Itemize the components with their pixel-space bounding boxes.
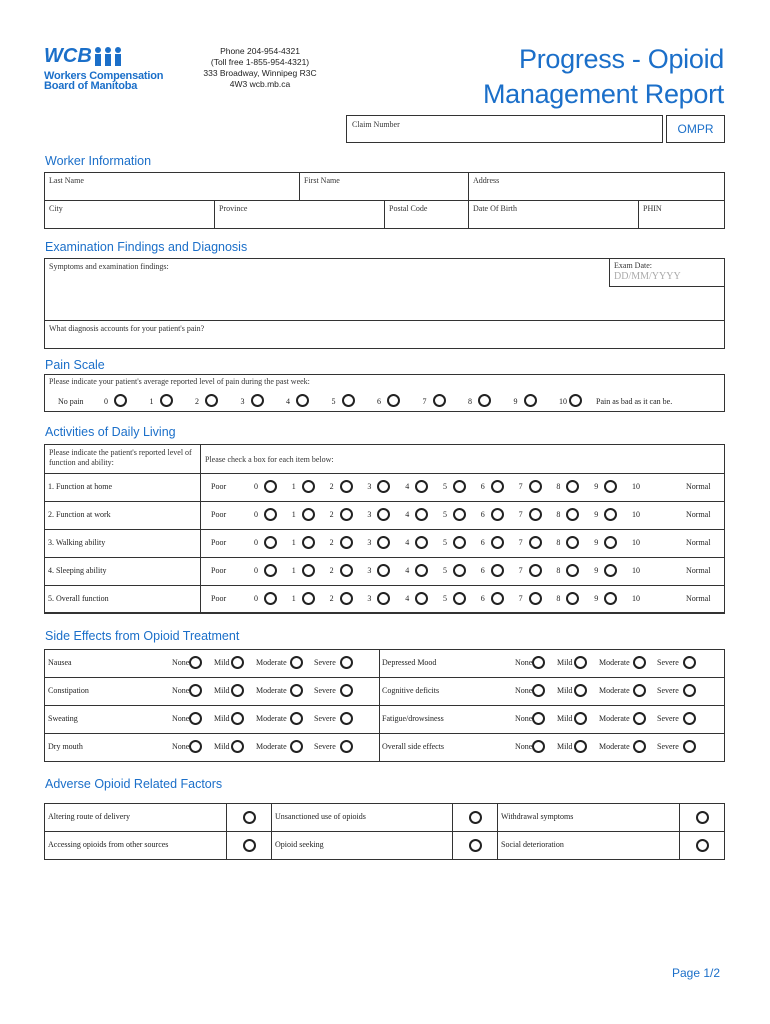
exam-date-placeholder: DD/MM/YYYY	[614, 271, 681, 282]
adl-level-radio[interactable]	[340, 564, 353, 577]
adl-level-label: 1	[291, 510, 296, 519]
claim-number-label: Claim Number	[352, 120, 400, 129]
adl-normal-label: Normal	[686, 566, 711, 575]
side-effect-left-label: Sweating	[48, 714, 78, 723]
adl-level-radio[interactable]	[453, 564, 466, 577]
adl-item-label: 5. Overall function	[48, 594, 109, 603]
wcb-logo-mark	[44, 44, 124, 66]
adl-level-label: 10	[632, 594, 640, 603]
adl-level-radio[interactable]	[302, 592, 315, 605]
side-effect-right-level-radio[interactable]	[683, 712, 696, 725]
adl-level-label: 3	[367, 566, 372, 575]
side-effect-left-level-label: Severe	[314, 714, 336, 723]
adl-level-label: 5	[443, 510, 447, 519]
pain-level-radio[interactable]	[205, 394, 218, 407]
adl-level-label: 10	[632, 566, 640, 575]
address-line1: 333 Broadway, Winnipeg R3C	[203, 68, 317, 78]
side-effects-heading: Side Effects from Opioid Treatment	[45, 629, 240, 643]
org-name-line2: Board of Manitoba	[44, 80, 138, 92]
adl-level-label: 7	[518, 538, 523, 547]
side-effect-right-level-radio[interactable]	[683, 740, 696, 753]
symptoms-label: Symptoms and examination findings:	[49, 262, 169, 271]
side-effect-left-label: Nausea	[48, 658, 72, 667]
side-effect-right-level-label: None	[515, 686, 533, 695]
dob-label: Date Of Birth	[473, 204, 517, 213]
adl-instruction-cell	[44, 444, 201, 474]
side-effect-left-level-label: None	[172, 742, 190, 751]
worst-pain-label: Pain as bad as it can be.	[596, 397, 673, 406]
pain-level-label: 3	[240, 397, 245, 406]
adl-level-label: 5	[443, 482, 447, 491]
adl-level-label: 6	[480, 482, 485, 491]
adverse-heading: Adverse Opioid Related Factors	[45, 777, 223, 791]
adl-level-radio[interactable]	[340, 536, 353, 549]
adl-level-radio[interactable]	[453, 592, 466, 605]
pain-level-radio[interactable]	[569, 394, 582, 407]
adl-level-label: 8	[556, 538, 561, 547]
adl-level-label: 4	[405, 594, 410, 603]
title-line2: Management Report	[482, 79, 724, 109]
adverse-item-label: Withdrawal symptoms	[501, 812, 574, 821]
pain-level-label: 8	[468, 397, 472, 406]
adl-level-label: 2	[329, 482, 334, 491]
side-effect-right-level-label: None	[515, 658, 533, 667]
adl-level-label: 5	[443, 594, 447, 603]
adl-level-label: 8	[556, 566, 561, 575]
side-effect-right-level-radio[interactable]	[683, 684, 696, 697]
address-label: Address	[473, 176, 500, 185]
adl-level-label: 4	[405, 566, 410, 575]
adl-item-label: 4. Sleeping ability	[48, 566, 107, 575]
adl-level-label: 10	[632, 482, 640, 491]
side-effect-right-level-label: Mild	[557, 686, 573, 695]
adl-level-label: 9	[594, 510, 599, 519]
side-effect-left-level-label: Moderate	[256, 686, 287, 695]
logo-letters: WCB	[44, 45, 92, 66]
side-effect-left-level-label: Severe	[314, 658, 336, 667]
side-effect-left-level-label: Mild	[214, 686, 230, 695]
adl-normal-label: Normal	[686, 482, 711, 491]
pain-level-radio[interactable]	[524, 394, 537, 407]
adl-level-label: 2	[329, 594, 334, 603]
contact-info	[190, 46, 330, 90]
adl-level-label: 2	[329, 510, 334, 519]
pain-level-label: 4	[286, 397, 290, 406]
adl-level-label: 4	[405, 482, 410, 491]
dob-field[interactable]	[468, 200, 639, 229]
postal-code-field[interactable]	[384, 200, 469, 229]
side-effect-left-label: Dry mouth	[48, 742, 83, 751]
side-effect-left-level-label: Mild	[214, 658, 230, 667]
address-field[interactable]	[468, 172, 725, 201]
adl-instruction: Please indicate the patient's reported level of function and ability:	[49, 448, 192, 467]
province-field[interactable]	[214, 200, 385, 229]
adl-level-label: 4	[405, 538, 410, 547]
adl-item-label: 3. Walking ability	[48, 538, 106, 547]
address-line2: 4W3 wcb.mb.ca	[229, 79, 291, 89]
first-name-label: First Name	[304, 176, 340, 185]
adl-level-radio[interactable]	[491, 592, 504, 605]
side-effect-right-label: Cognitive deficits	[382, 686, 440, 695]
pain-level-label: 0	[104, 397, 108, 406]
adl-level-radio[interactable]	[264, 564, 277, 577]
side-effect-right-label: Fatigue/drowsiness	[382, 714, 444, 723]
side-effect-left-level-label: None	[172, 686, 190, 695]
adl-level-label: 7	[518, 594, 523, 603]
adl-level-radio[interactable]	[491, 508, 504, 521]
last-name-label: Last Name	[49, 176, 84, 185]
adl-level-radio[interactable]	[340, 480, 353, 493]
adl-level-radio[interactable]	[453, 480, 466, 493]
side-effect-right-label: Depressed Mood	[382, 658, 437, 667]
side-effect-left-level-label: Severe	[314, 742, 336, 751]
adl-level-label: 0	[254, 482, 258, 491]
adl-level-label: 3	[367, 482, 372, 491]
adl-level-radio[interactable]	[529, 536, 542, 549]
pain-scale-box	[44, 374, 725, 412]
adl-level-radio[interactable]	[340, 592, 353, 605]
adl-level-label: 10	[632, 510, 640, 519]
side-effect-left-label: Constipation	[48, 686, 89, 695]
worker-info-heading: Worker Information	[45, 154, 152, 168]
adl-level-radio[interactable]	[302, 564, 315, 577]
form-code: OMPR	[666, 115, 725, 143]
diagnosis-field[interactable]	[44, 320, 725, 349]
adl-level-radio[interactable]	[529, 564, 542, 577]
adverse-item-label: Altering route of delivery	[48, 812, 130, 821]
org-name-line1: Workers Compensation	[44, 70, 164, 82]
pain-level-radio[interactable]	[296, 394, 309, 407]
adl-level-radio[interactable]	[302, 536, 315, 549]
adl-level-label: 7	[518, 482, 523, 491]
adl-level-label: 6	[480, 566, 485, 575]
adl-level-radio[interactable]	[491, 564, 504, 577]
pain-level-radio[interactable]	[342, 394, 355, 407]
adl-level-label: 0	[254, 510, 258, 519]
side-effect-left-level-label: Mild	[214, 714, 230, 723]
side-effect-right-level-label: Severe	[657, 714, 679, 723]
exam-heading: Examination Findings and Diagnosis	[45, 240, 248, 254]
pain-level-radio[interactable]	[114, 394, 127, 407]
adverse-item-radio[interactable]	[243, 811, 256, 824]
side-effect-right-level-radio[interactable]	[683, 656, 696, 669]
exam-date-label: Exam Date:	[614, 261, 652, 270]
adl-level-label: 0	[254, 566, 258, 575]
pain-level-label: 10	[559, 397, 567, 406]
adverse-item-radio[interactable]	[696, 811, 709, 824]
wcb-logo	[44, 44, 163, 91]
adl-item-label: 2. Function at work	[48, 510, 111, 519]
adl-level-radio[interactable]	[453, 536, 466, 549]
pain-level-radio[interactable]	[433, 394, 446, 407]
adl-level-label: 3	[367, 594, 372, 603]
pain-level-label: 7	[422, 397, 427, 406]
side-effect-left-level-label: Severe	[314, 686, 336, 695]
adl-level-radio[interactable]	[453, 508, 466, 521]
adl-level-radio[interactable]	[340, 508, 353, 521]
adl-level-label: 7	[518, 510, 523, 519]
side-effect-right-level-label: None	[515, 714, 533, 723]
adl-level-label: 10	[632, 538, 640, 547]
phin-label: PHIN	[643, 204, 662, 213]
adverse-item-label: Social deterioration	[501, 840, 564, 849]
city-field[interactable]	[44, 200, 215, 229]
adl-level-label: 9	[594, 538, 599, 547]
pain-level-radio[interactable]	[251, 394, 264, 407]
pain-level-label: 2	[195, 397, 199, 406]
adl-check-cell	[200, 444, 725, 474]
first-name-field[interactable]	[299, 172, 469, 201]
pain-level-label: 1	[149, 397, 154, 406]
adl-level-radio[interactable]	[264, 592, 277, 605]
last-name-field[interactable]	[44, 172, 300, 201]
province-label: Province	[219, 204, 248, 213]
adverse-item-label: Opioid seeking	[275, 840, 324, 849]
pain-level-radio[interactable]	[160, 394, 173, 407]
adl-level-label: 9	[594, 482, 599, 491]
page-number: Page 1/2	[672, 966, 721, 980]
diagnosis-label: What diagnosis accounts for your patient's pain?	[49, 324, 205, 333]
side-effect-right-level-label: Moderate	[599, 714, 630, 723]
side-effect-right-level-label: Mild	[557, 658, 573, 667]
side-effect-right-level-label: Moderate	[599, 658, 630, 667]
adl-level-label: 5	[443, 538, 447, 547]
side-effect-right-level-label: Moderate	[599, 742, 630, 751]
adl-item-label: 1. Function at home	[48, 482, 112, 491]
adl-level-label: 8	[556, 594, 561, 603]
adl-level-label: 1	[291, 566, 296, 575]
no-pain-label: No pain	[58, 397, 84, 406]
adl-level-label: 1	[291, 538, 296, 547]
phone: Phone 204-954-4321	[220, 46, 300, 56]
adl-level-label: 9	[594, 594, 599, 603]
adl-level-label: 2	[329, 566, 334, 575]
phin-field[interactable]	[638, 200, 725, 229]
side-effect-right-label: Overall side effects	[382, 742, 445, 751]
adl-level-label: 4	[405, 510, 410, 519]
adl-poor-label: Poor	[211, 510, 227, 519]
adl-level-label: 1	[291, 482, 296, 491]
adl-level-label: 3	[367, 538, 372, 547]
pain-level-radio[interactable]	[387, 394, 400, 407]
adl-level-radio[interactable]	[302, 480, 315, 493]
adl-level-radio[interactable]	[264, 480, 277, 493]
pain-level-label: 9	[513, 397, 518, 406]
adl-level-label: 2	[329, 538, 334, 547]
side-effect-left-level-label: Mild	[214, 742, 230, 751]
side-effect-left-level-label: Moderate	[256, 658, 287, 667]
side-effect-right-level-label: None	[515, 742, 533, 751]
adl-level-radio[interactable]	[529, 480, 542, 493]
adl-level-label: 6	[480, 538, 485, 547]
side-effect-left-level-radio[interactable]	[340, 684, 353, 697]
adl-level-label: 9	[594, 566, 599, 575]
side-effect-left-level-radio[interactable]	[340, 656, 353, 669]
adl-normal-label: Normal	[686, 510, 711, 519]
adl-level-label: 0	[254, 538, 258, 547]
adl-poor-label: Poor	[211, 566, 227, 575]
adl-level-radio[interactable]	[264, 536, 277, 549]
adl-level-label: 0	[254, 594, 258, 603]
side-effect-left-level-label: None	[172, 658, 190, 667]
adl-level-label: 8	[556, 482, 561, 491]
adl-normal-label: Normal	[686, 594, 711, 603]
side-effect-left-level-label: Moderate	[256, 714, 287, 723]
side-effect-right-level-label: Severe	[657, 658, 679, 667]
adverse-item-label: Unsanctioned use of opioids	[275, 812, 366, 821]
adverse-item-radio[interactable]	[243, 839, 256, 852]
adl-heading: Activities of Daily Living	[45, 425, 176, 439]
adl-level-label: 6	[480, 510, 485, 519]
exam-date-field[interactable]	[609, 258, 725, 287]
side-effect-left-level-radio[interactable]	[340, 712, 353, 725]
pain-level-label: 6	[377, 397, 381, 406]
pain-scale-heading: Pain Scale	[45, 358, 105, 372]
tollfree: (Toll free 1-855-954-4321)	[210, 57, 310, 67]
adl-level-label: 5	[443, 566, 447, 575]
adl-normal-label: Normal	[686, 538, 711, 547]
title-line1: Progress - Opioid	[519, 44, 724, 74]
city-label: City	[49, 204, 63, 213]
adverse-item-radio[interactable]	[469, 811, 482, 824]
adl-level-radio[interactable]	[529, 592, 542, 605]
pain-level-radio[interactable]	[478, 394, 491, 407]
side-effect-left-level-radio[interactable]	[340, 740, 353, 753]
adl-level-radio[interactable]	[302, 508, 315, 521]
side-effect-right-level-label: Moderate	[599, 686, 630, 695]
adl-poor-label: Poor	[211, 594, 227, 603]
adl-level-label: 6	[480, 594, 485, 603]
adl-level-label: 3	[367, 510, 372, 519]
adl-level-label: 8	[556, 510, 561, 519]
adl-level-radio[interactable]	[529, 508, 542, 521]
adverse-item-radio[interactable]	[696, 839, 709, 852]
side-effect-right-level-label: Severe	[657, 686, 679, 695]
pain-instruction: Please indicate your patient's average reported level of pain during the past week:	[49, 377, 310, 386]
claim-number-field[interactable]	[346, 115, 663, 143]
side-effect-right-level-label: Mild	[557, 714, 573, 723]
adl-level-radio[interactable]	[491, 480, 504, 493]
adverse-item-radio[interactable]	[469, 839, 482, 852]
side-effect-left-level-label: Moderate	[256, 742, 287, 751]
adverse-item-label: Accessing opioids from other sources	[48, 840, 169, 849]
adl-level-radio[interactable]	[264, 508, 277, 521]
adl-level-label: 1	[291, 594, 296, 603]
adl-level-label: 7	[518, 566, 523, 575]
side-effect-right-level-label: Mild	[557, 742, 573, 751]
adl-check-label: Please check a box for each item below:	[205, 455, 334, 464]
adl-poor-label: Poor	[211, 482, 227, 491]
postal-code-label: Postal Code	[389, 204, 428, 213]
pain-level-label: 5	[331, 397, 336, 406]
page-title	[483, 42, 724, 112]
adl-poor-label: Poor	[211, 538, 227, 547]
side-effect-right-level-label: Severe	[657, 742, 679, 751]
adl-level-radio[interactable]	[491, 536, 504, 549]
side-effect-left-level-label: None	[172, 714, 190, 723]
